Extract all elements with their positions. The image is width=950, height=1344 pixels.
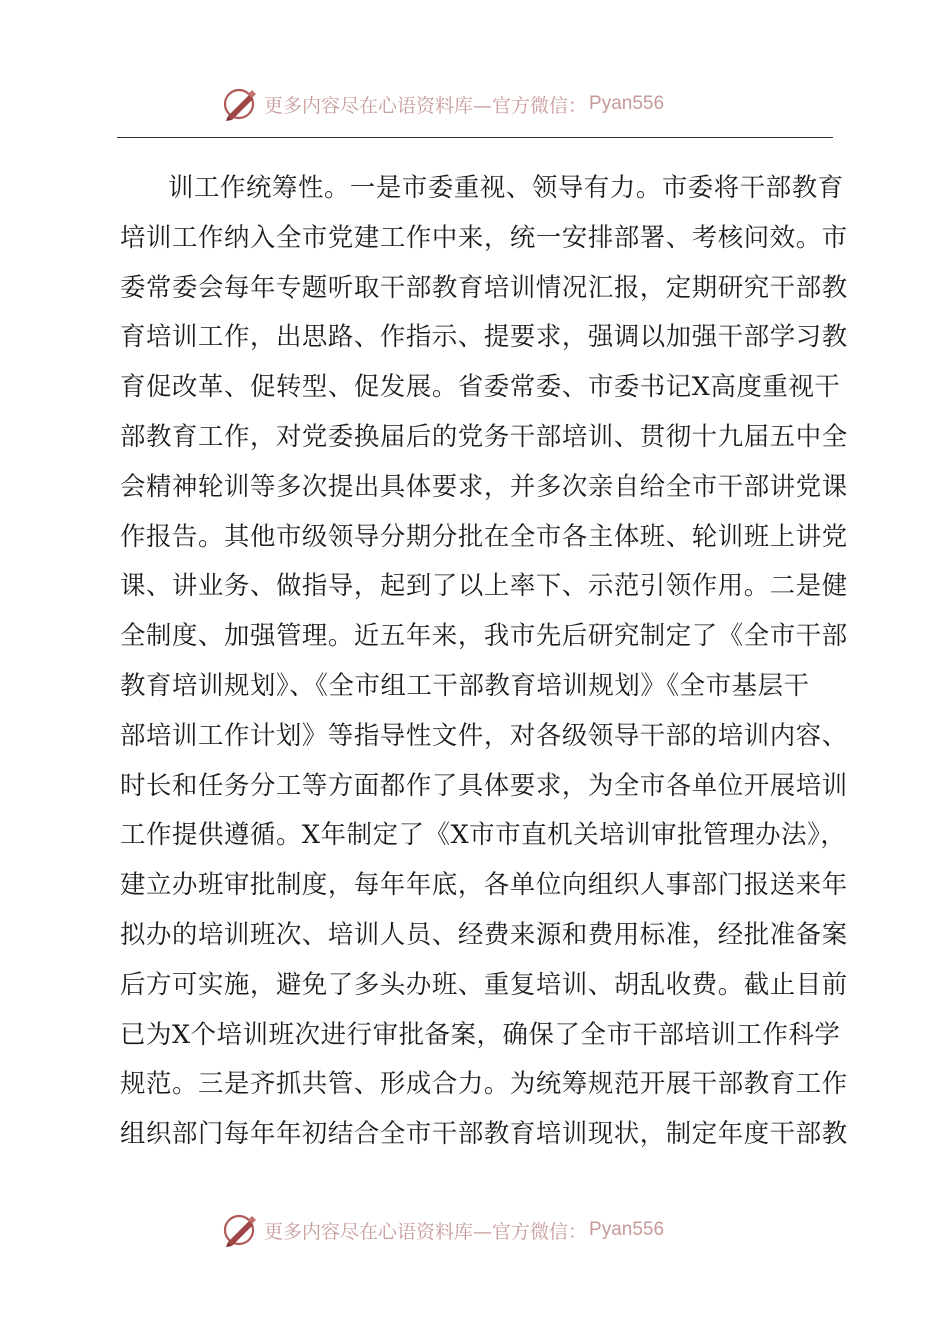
- text-line: 课、讲业务、做指导，起到了以上率下、示范引领作用。二是健: [120, 570, 848, 601]
- text-line: 组织部门每年年初结合全市干部教育培训现状，制定年度干部教: [120, 1118, 848, 1149]
- header-banner: [222, 84, 742, 124]
- text-line: 教育培训规划》、《全市组工干部教育培训规划》《全市基层干: [120, 669, 810, 700]
- banner-slogan: 更多内容尽在心语资料库—官方微信：: [264, 94, 588, 117]
- pen-logo-icon: [222, 1212, 258, 1248]
- text-line: 规范。三是齐抓共管、形成合力。为统筹规范开展干部教育工作: [120, 1068, 848, 1099]
- text-line: 部教育工作，对党委换届后的党务干部培训、贯彻十九届五中全: [120, 420, 848, 451]
- text-line: 培训工作纳入全市党建工作中来，统一安排部署、考核问效。市: [120, 221, 848, 252]
- banner-slogan: 更多内容尽在心语资料库—官方微信：: [264, 1220, 588, 1243]
- text-line: 全制度、加强管理。近五年来，我市先后研究制定了《全市干部: [120, 620, 848, 651]
- text-line: 拟办的培训班次、培训人员、经费来源和费用标准，经批准备案: [120, 918, 848, 949]
- banner-wechat-id: Pyan556: [589, 1219, 665, 1240]
- text-line: 建立办班审批制度，每年年底，各单位向组织人事部门报送来年: [120, 869, 848, 900]
- footer-banner: [222, 1210, 742, 1250]
- text-line: 后方可实施，避免了多头办班、重复培训、胡乱收费。截止目前: [120, 968, 848, 999]
- banner-wechat-id: Pyan556: [589, 93, 665, 114]
- text-line: 时长和任务分工等方面都作了具体要求，为全市各单位开展培训: [120, 769, 848, 800]
- text-line: 育促改革、促转型、促发展。省委常委、市委书记X高度重视干: [120, 371, 841, 402]
- text-line: 部培训工作计划》等指导性文件，对各级领导干部的培训内容、: [120, 719, 848, 750]
- text-line: 会精神轮训等多次提出具体要求，并多次亲自给全市干部讲党课: [120, 470, 848, 501]
- document-body: [120, 163, 848, 1159]
- text-line: 委常委会每年专题听取干部教育培训情况汇报，定期研究干部教: [120, 271, 848, 302]
- text-line: 工作提供遵循。X年制定了《X市市直机关培训审批管理办法》，: [120, 819, 847, 850]
- text-line: 已为X个培训班次进行审批备案，确保了全市干部培训工作科学: [120, 1018, 841, 1049]
- text-line: 作报告。其他市级领导分期分批在全市各主体班、轮训班上讲党: [120, 520, 848, 551]
- pen-logo-icon: [222, 86, 258, 122]
- header-divider: [117, 137, 833, 138]
- text-line: 育培训工作，出思路、作指示、提要求，强调以加强干部学习教: [120, 321, 848, 352]
- text-line: 训工作统筹性。一是市委重视、领导有力。市委将干部教育: [168, 172, 844, 202]
